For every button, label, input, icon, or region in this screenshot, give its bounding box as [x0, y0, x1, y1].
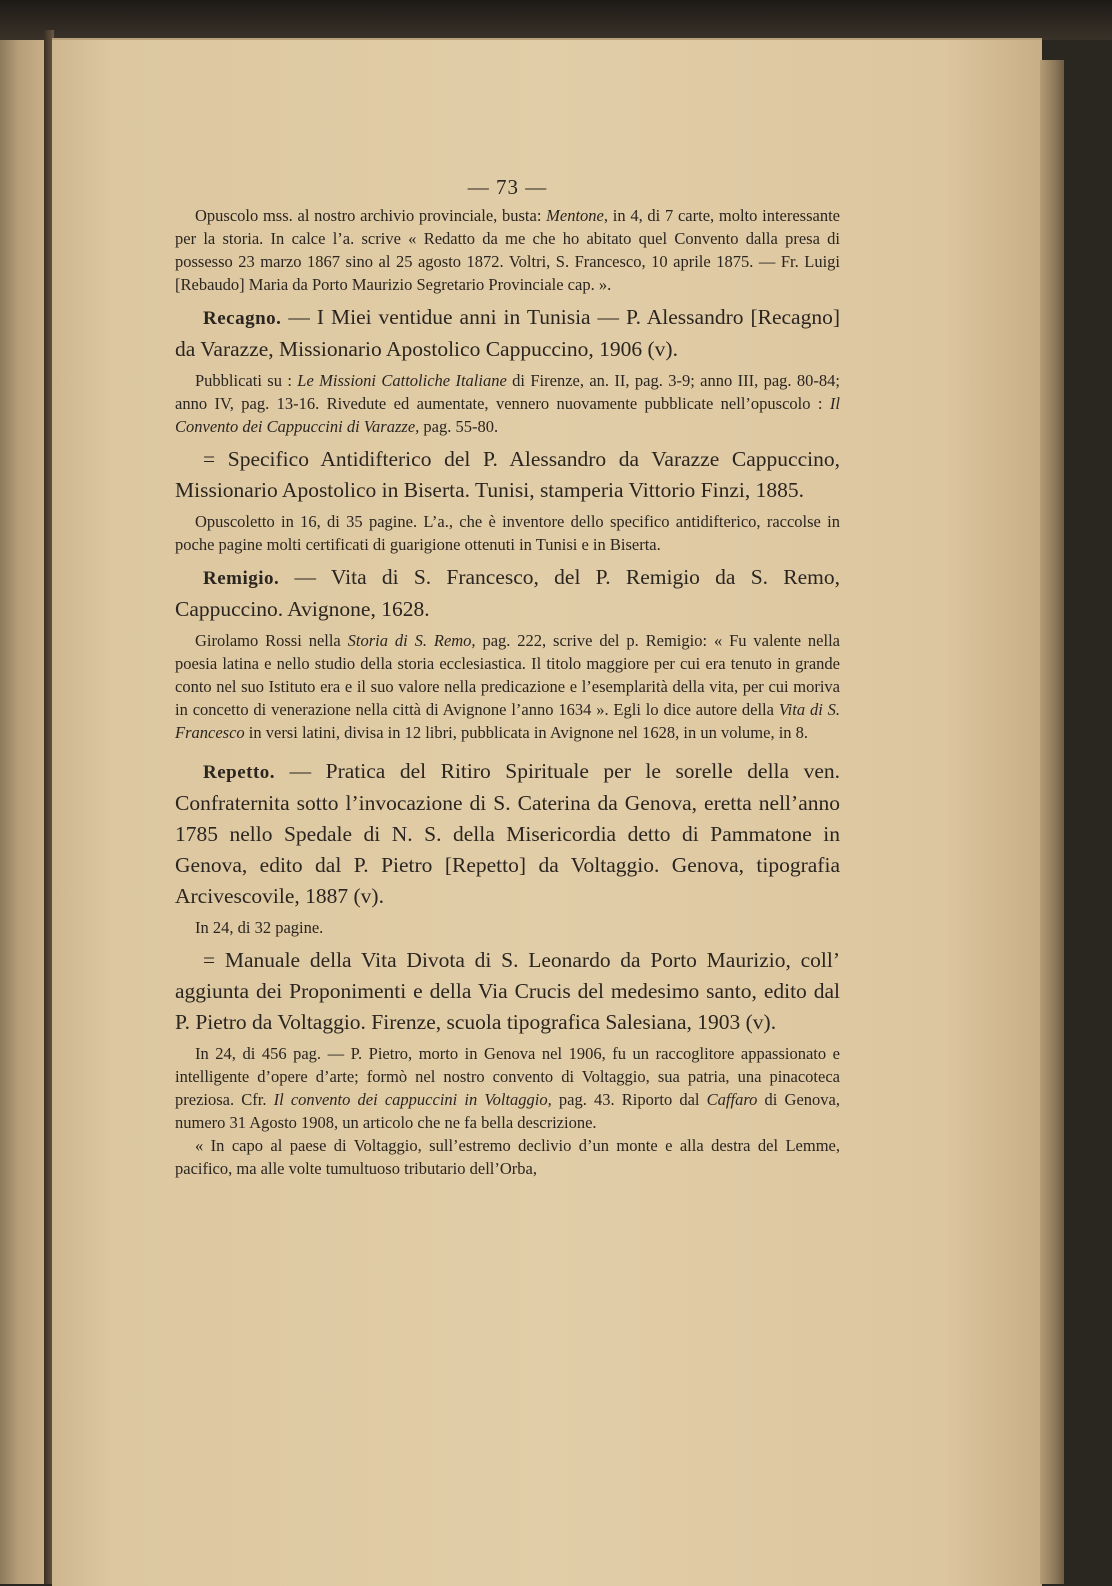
paragraph-quote-voltaggio: « In capo al paese di Voltaggio, sull’estremo declivio d’un monte e alla destra del Lemme, pacifico, ma alle volte tumultuoso tributario dell’Orba, — [175, 1136, 840, 1178]
entry-recagno: Recagno. — I Miei ventidue anni in Tunisia — P. Alessandro [Recagno] da Varazze, Missionario Apostolico Cappuccino, 1906 (v). — [175, 305, 840, 361]
paragraph-in24-32: In 24, di 32 pagine. — [195, 918, 324, 937]
scan-background-top — [0, 0, 1112, 40]
entry-remigio: Remigio. — Vita di S. Francesco, del P. Remigio da S. Remo, Cappuccino. Avignone, 1628. — [175, 565, 840, 621]
paragraph-pubblicati: Pubblicati su : Le Missioni Cattoliche Italiane di Firenze, an. II, pag. 3-9; anno III, pag. 80-84; anno IV, pag. 13-16. Rivedute ed aumentate, vennero nuovamente pubblicate nell’opuscolo : Il Convento dei Cappuccini di Varazze, pag. 55-80. — [175, 371, 840, 436]
entry-head-remigio: Remigio. — [203, 568, 280, 589]
paragraph-in24-456: In 24, di 456 pag. — P. Pietro, morto in Genova nel 1906, fu un raccoglitore appassionato e intelligente d’opere d’arte; formò nel nostro convento di Voltaggio, sua patria, una pinacoteca preziosa. Cfr. Il convento dei cappuccini in Voltaggio, pag. 43. Riporto dal Caffaro di Genova, numero 31 Agosto 1908, un articolo che ne fa bella descrizione. — [175, 1044, 840, 1132]
entry-repetto: Repetto. — Pratica del Ritiro Spirituale per le sorelle della ven. Confraternita sotto l’invocazione di S. Caterina da Genova, eretta nell’anno 1785 nello Spedale di N. S. della Misericordia detto di Pammatone in Genova, edito dal P. Pietro [Repetto] da Voltaggio. Genova, tipografia Arcivescovile, 1887 (v). — [175, 759, 840, 908]
page-text — [175, 175, 840, 1180]
entry-head-recagno: Recagno. — [203, 308, 282, 329]
entry-head-repetto: Repetto. — [203, 762, 276, 783]
page-stack-edge — [1040, 60, 1064, 1584]
paragraph-opuscolo: Opuscolo mss. al nostro archivio provinciale, busta: Mentone, in 4, di 7 carte, molto interessante per la storia. In calce l’a. scrive « Redatto da me che ho abitato quel Convento dalla presa di possesso 23 marzo 1867 sino al 25 agosto 1872. Voltri, S. Francesco, 10 aprile 1875. — Fr. Luigi [Rebaudo] Maria da Porto Maurizio Segretario Provinciale cap. ». — [175, 206, 840, 294]
paragraph-girolamo: Girolamo Rossi nella Storia di S. Remo, pag. 222, scrive del p. Remigio: « Fu valente nella poesia latina e nello studio della storia ecclesiastica. Il titolo maggiore per cui era tenuto in grande conto nel suo Istituto era e il suo valore nella predicazione e l’esemplarità della vita, per cui moriva in concetto di venerazione nella città di Avignone l’anno 1634 ». Egli lo dice autore della Vita di S. Francesco in versi latini, divisa in 12 libri, pubblicata in Avignone nel 1628, in un volume, in 8. — [175, 631, 841, 742]
entry-specifico: = Specifico Antidifterico del P. Alessandro da Varazze Cappuccino, Missionario Apostolico in Biserta. Tunisi, stamperia Vittorio Finzi, 1885. — [175, 447, 840, 502]
page-number: — 73 — — [467, 175, 548, 199]
entry-manuale: = Manuale della Vita Divota di S. Leonardo da Porto Maurizio, coll’ aggiunta dei Proponimenti e della Via Crucis del medesimo santo, edito dal P. Pietro da Voltaggio. Firenze, scuola tipografica Salesiana, 1903 (v). — [175, 948, 840, 1034]
facing-page-edge — [0, 40, 46, 1584]
paragraph-opuscoletto: Opuscoletto in 16, di 35 pagine. L’a., che è inventore dello specifico antidifterico, raccolse in poche pagine molti certificati di guarigione ottenuti in Tunisi e in Biserta. — [175, 512, 840, 554]
